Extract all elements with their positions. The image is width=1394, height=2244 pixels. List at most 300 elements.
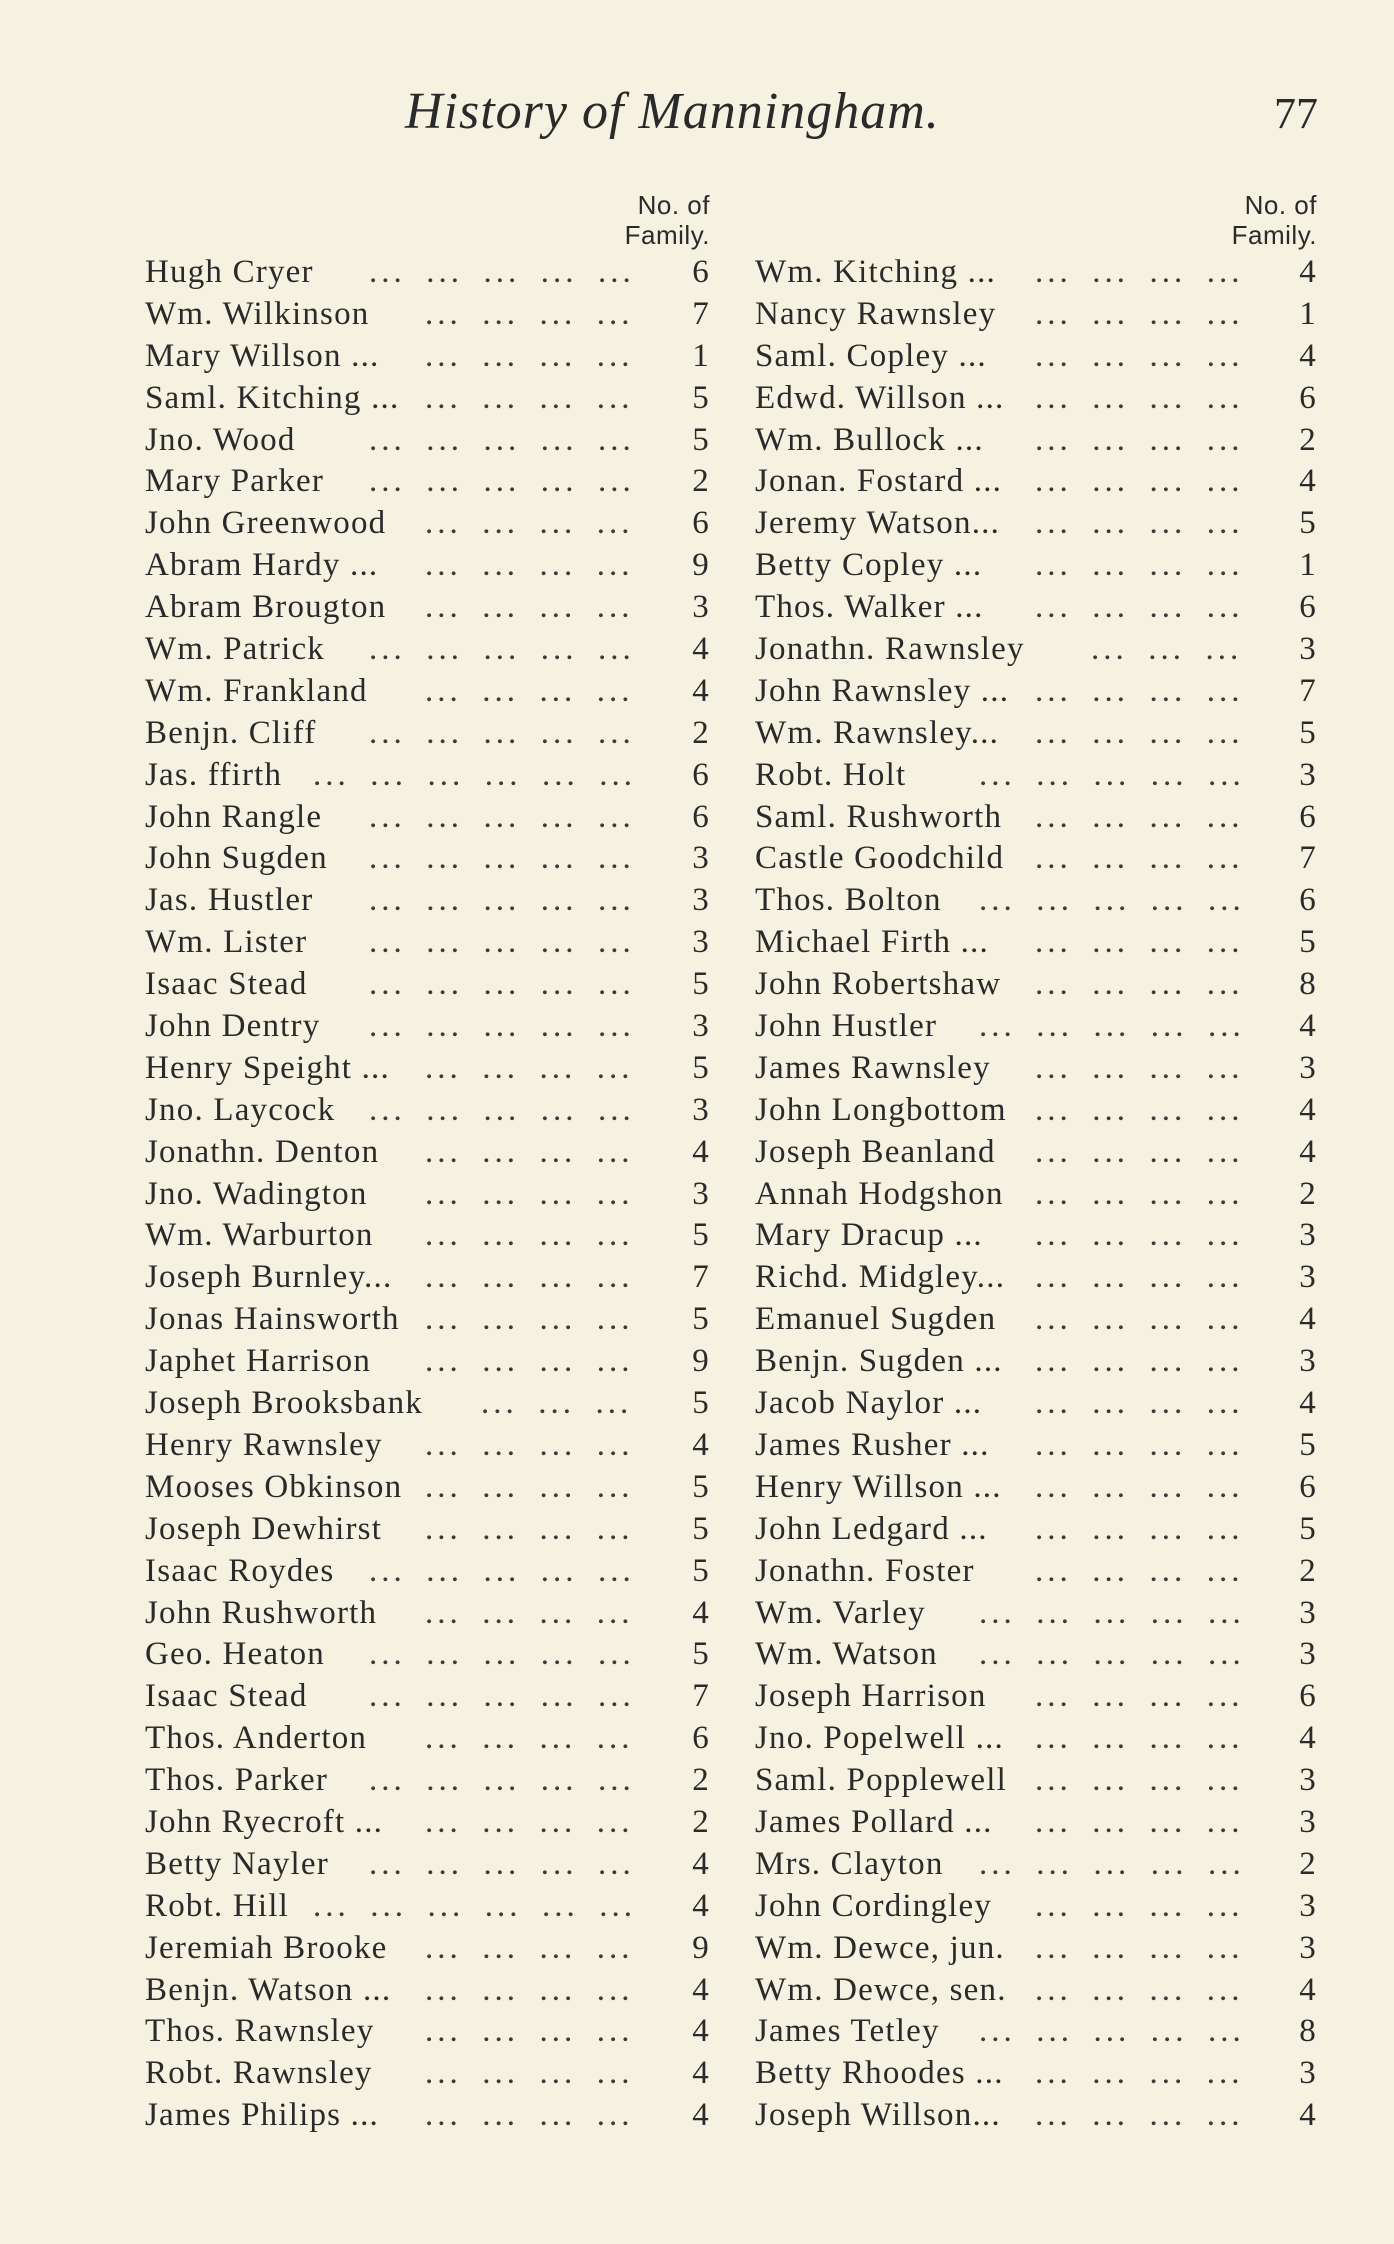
list-item: [145, 1467, 710, 1509]
leader-dots: ... ... ...: [481, 1385, 633, 1422]
list-item: [755, 1551, 1317, 1593]
entry-name: Robt. Hill: [145, 1887, 290, 1924]
entry-name: John Cordingley: [755, 1887, 993, 1924]
family-count: 4: [1299, 1720, 1317, 1757]
entry-name: John Rangle: [145, 798, 323, 835]
entry-name: John Ryecroft ...: [145, 1803, 384, 1840]
leader-dots: ... ... ... ...: [425, 1468, 634, 1505]
leader-dots: ... ... ... ... ...: [979, 1845, 1245, 1882]
leader-dots: ... ... ... ...: [1035, 1385, 1244, 1422]
list-item: [145, 797, 710, 839]
entry-name: Wm. Dewce, jun.: [755, 1929, 1005, 1966]
entry-name: Joseph Harrison: [755, 1678, 987, 1715]
list-item: [755, 1132, 1317, 1174]
entry-name: Mrs. Clayton: [755, 1845, 944, 1882]
list-item: [145, 1844, 710, 1886]
list-item: [755, 2053, 1317, 2095]
leader-dots: ... ... ... ...: [425, 589, 634, 626]
list-item: [145, 2011, 710, 2053]
entry-name: John Rushworth: [145, 1594, 378, 1631]
list-item: [755, 545, 1317, 587]
leader-dots: ... ... ... ...: [1035, 337, 1244, 374]
leader-dots: ... ... ... ...: [1035, 1468, 1244, 1505]
list-item: [755, 1509, 1317, 1551]
list-item: [755, 1215, 1317, 1257]
leader-dots: ... ... ... ...: [425, 337, 634, 374]
family-count: 4: [1299, 463, 1317, 500]
family-count: 5: [692, 1636, 710, 1673]
family-count: 5: [692, 1385, 710, 1422]
list-item: [145, 922, 710, 964]
entry-name: Henry Willson ...: [755, 1468, 1002, 1505]
family-count: 2: [1299, 1845, 1317, 1882]
family-count: 2: [692, 1762, 710, 1799]
leader-dots: ... ... ... ...: [425, 1175, 634, 1212]
list-item: [145, 1425, 710, 1467]
leader-dots: ... ... ... ... ...: [369, 1678, 635, 1715]
family-count: 4: [1299, 254, 1317, 290]
leader-dots: ... ... ... ...: [1035, 1552, 1244, 1589]
leader-dots: ... ... ... ...: [1035, 589, 1244, 626]
family-count: 3: [1299, 1217, 1317, 1254]
leader-dots: ... ... ... ...: [1035, 505, 1244, 542]
list-item: [145, 378, 710, 420]
family-count: 4: [692, 1426, 710, 1463]
family-count: 2: [1299, 1175, 1317, 1212]
entry-name: Joseph Burnley...: [145, 1259, 393, 1296]
entry-name: John Longbottom: [755, 1091, 1007, 1128]
leader-dots: ... ... ... ...: [1035, 1343, 1244, 1380]
family-count: 4: [1299, 1133, 1317, 1170]
list-item: [755, 838, 1317, 880]
family-count: 3: [1299, 1887, 1317, 1924]
family-count: 5: [692, 1049, 710, 1086]
right-heading-line2: Family.: [1231, 220, 1317, 250]
family-count: 5: [1299, 1426, 1317, 1463]
list-item: [755, 1844, 1317, 1886]
leader-dots: ... ... ... ... ...: [369, 254, 635, 290]
leader-dots: ... ... ... ...: [425, 1510, 634, 1547]
leader-dots: ... ... ... ... ...: [369, 1762, 635, 1799]
entry-name: Castle Goodchild: [755, 840, 1005, 877]
entry-name: Jonathn. Foster: [755, 1552, 975, 1589]
list-item: [145, 1215, 710, 1257]
left-heading-line1: No. of: [637, 190, 710, 220]
family-count: 7: [692, 1678, 710, 1715]
leader-dots: ... ... ... ...: [1035, 2097, 1244, 2134]
list-item: [145, 294, 710, 336]
family-count: 7: [692, 1259, 710, 1296]
entry-name: James Philips ...: [145, 2097, 379, 2134]
list-item: [145, 1383, 710, 1425]
entry-name: Isaac Stead: [145, 966, 308, 1003]
list-item: [755, 964, 1317, 1006]
list-item: [145, 503, 710, 545]
family-count: 2: [1299, 421, 1317, 458]
entry-name: Henry Speight ...: [145, 1049, 390, 1086]
family-count: 5: [692, 1510, 710, 1547]
list-item: [755, 1676, 1317, 1718]
list-item: [145, 1299, 710, 1341]
leader-dots: ... ... ... ... ...: [369, 1552, 635, 1589]
entry-name: Wm. Varley: [755, 1594, 926, 1631]
family-count: 6: [1299, 379, 1317, 416]
entry-name: Mary Dracup ...: [755, 1217, 983, 1254]
family-count: 7: [1299, 672, 1317, 709]
family-count: 4: [692, 1845, 710, 1882]
family-count: 4: [692, 1971, 710, 2008]
leader-dots: ... ... ... ...: [425, 1217, 634, 1254]
leader-dots: ... ... ... ...: [1035, 2055, 1244, 2092]
leader-dots: ... ... ... ...: [1035, 672, 1244, 709]
leader-dots: ... ... ... ... ...: [369, 840, 635, 877]
list-item: [755, 2011, 1317, 2053]
entry-name: James Rawnsley: [755, 1049, 991, 1086]
left-heading-line2: Family.: [624, 220, 710, 250]
leader-dots: ... ... ... ...: [425, 2055, 634, 2092]
leader-dots: ... ... ... ...: [425, 2097, 634, 2134]
family-count: 6: [692, 254, 710, 290]
leader-dots: ... ... ... ...: [425, 1301, 634, 1338]
list-item: [145, 838, 710, 880]
list-item: [755, 671, 1317, 713]
leader-dots: ... ... ... ...: [1035, 1971, 1244, 2008]
entry-name: Wm. Watson: [755, 1636, 938, 1673]
leader-dots: ... ... ... ... ...: [369, 966, 635, 1003]
entry-name: Saml. Rushworth: [755, 798, 1003, 835]
right-column-heading: [755, 190, 1317, 252]
page-number: 77: [1274, 89, 1318, 138]
entry-name: Wm. Warburton: [145, 1217, 374, 1254]
leader-dots: ... ... ... ... ...: [369, 714, 635, 751]
leader-dots: ... ... ... ...: [1035, 840, 1244, 877]
family-count: 3: [692, 1175, 710, 1212]
family-count: 3: [1299, 631, 1317, 668]
family-count: 4: [1299, 1091, 1317, 1128]
leader-dots: ... ... ... ... ...: [369, 421, 635, 458]
list-item: [755, 420, 1317, 462]
family-count: 6: [692, 798, 710, 835]
leader-dots: ... ... ... ... ... ...: [313, 1887, 636, 1924]
list-item: [755, 755, 1317, 797]
leader-dots: ... ... ... ...: [1035, 379, 1244, 416]
list-item: [755, 587, 1317, 629]
entry-name: Mary Willson ...: [145, 337, 380, 374]
leader-dots: ... ... ... ...: [425, 1720, 634, 1757]
leader-dots: ... ... ... ...: [425, 1594, 634, 1631]
entry-name: Betty Rhoodes ...: [755, 2055, 1004, 2092]
list-item: [755, 1634, 1317, 1676]
list-item: [145, 629, 710, 671]
entry-name: Abram Brougton: [145, 589, 387, 626]
entry-name: John Hustler: [755, 1008, 938, 1045]
family-count: 4: [1299, 1385, 1317, 1422]
family-count: 4: [1299, 1008, 1317, 1045]
family-count: 5: [692, 421, 710, 458]
list-item: [145, 1928, 710, 1970]
entry-name: John Dentry: [145, 1008, 321, 1045]
list-item: [755, 1467, 1317, 1509]
list-item: [145, 461, 710, 503]
list-item: [145, 2053, 710, 2095]
family-count: 5: [692, 1301, 710, 1338]
leader-dots: ... ... ... ...: [425, 672, 634, 709]
leader-dots: ... ... ... ... ...: [369, 882, 635, 919]
leader-dots: ... ... ... ...: [1035, 1217, 1244, 1254]
family-count: 3: [1299, 1049, 1317, 1086]
family-count: 4: [692, 1887, 710, 1924]
leader-dots: ... ... ... ...: [1035, 1720, 1244, 1757]
family-count: 3: [1299, 2055, 1317, 2092]
right-heading-line1: No. of: [1244, 190, 1317, 220]
family-count: 3: [1299, 1636, 1317, 1673]
list-item: [145, 1174, 710, 1216]
leader-dots: ... ... ... ...: [1035, 547, 1244, 584]
list-item: [145, 1006, 710, 1048]
list-item: [755, 1090, 1317, 1132]
list-item: [755, 1928, 1317, 1970]
entry-name: Wm. Wilkinson: [145, 295, 370, 332]
entry-name: John Rawnsley ...: [755, 672, 1010, 709]
right-entry-list: [755, 252, 1317, 2137]
leader-dots: ... ... ... ... ...: [979, 1008, 1245, 1045]
leader-dots: ... ... ... ... ...: [369, 798, 635, 835]
family-count: 3: [692, 882, 710, 919]
entry-name: Betty Copley ...: [755, 547, 983, 584]
entry-name: Wm. Patrick: [145, 631, 325, 668]
entry-name: James Tetley: [755, 2013, 940, 2050]
entry-name: Wm. Lister: [145, 924, 308, 961]
entry-name: Isaac Roydes: [145, 1552, 335, 1589]
family-count: 9: [692, 1343, 710, 1380]
leader-dots: ... ... ... ...: [425, 1259, 634, 1296]
entry-name: Thos. Rawnsley: [145, 2013, 375, 2050]
leader-dots: ... ... ... ...: [1035, 1259, 1244, 1296]
entry-name: Wm. Dewce, sen.: [755, 1971, 1007, 2008]
family-count: 4: [692, 1133, 710, 1170]
list-item: [145, 1802, 710, 1844]
leader-dots: ... ... ... ...: [1035, 295, 1244, 332]
entry-name: Wm. Bullock ...: [755, 421, 984, 458]
entry-name: Benjn. Sugden ...: [755, 1343, 1003, 1380]
list-item: [145, 1509, 710, 1551]
entry-name: Edwd. Willson ...: [755, 379, 1005, 416]
list-item: [145, 336, 710, 378]
list-item: [145, 964, 710, 1006]
family-count: 6: [692, 1720, 710, 1757]
leader-dots: ... ... ... ...: [1035, 254, 1244, 290]
entry-name: Jonathn. Denton: [145, 1133, 380, 1170]
leader-dots: ... ... ... ...: [1035, 1887, 1244, 1924]
list-item: [145, 2095, 710, 2137]
family-count: 8: [1299, 966, 1317, 1003]
entry-name: Jas. Hustler: [145, 882, 314, 919]
leader-dots: ... ... ... ...: [425, 379, 634, 416]
family-count: 5: [1299, 1510, 1317, 1547]
leader-dots: ... ... ... ...: [1035, 1929, 1244, 1966]
family-count: 9: [692, 1929, 710, 1966]
list-item: [755, 1341, 1317, 1383]
entry-name: Jeremiah Brooke: [145, 1929, 388, 1966]
list-item: [755, 1593, 1317, 1635]
family-count: 3: [1299, 1594, 1317, 1631]
leader-dots: ... ... ... ... ...: [369, 1636, 635, 1673]
entry-name: Benjn. Watson ...: [145, 1971, 392, 2008]
family-count: 3: [692, 1008, 710, 1045]
list-item: [145, 1593, 710, 1635]
family-count: 3: [692, 1091, 710, 1128]
list-item: [145, 1970, 710, 2012]
family-count: 5: [692, 379, 710, 416]
leader-dots: ... ... ... ...: [1035, 1175, 1244, 1212]
list-item: [145, 1718, 710, 1760]
list-item: [755, 1425, 1317, 1467]
entry-name: Jno. Wadington: [145, 1175, 368, 1212]
entry-name: Jacob Naylor ...: [755, 1385, 983, 1422]
entry-name: Wm. Frankland: [145, 672, 368, 709]
leader-dots: ... ... ... ...: [1035, 1133, 1244, 1170]
entry-name: Richd. Midgley...: [755, 1259, 1006, 1296]
entry-name: Thos. Bolton: [755, 882, 942, 919]
entry-name: Betty Nayler: [145, 1845, 329, 1882]
family-count: 2: [692, 714, 710, 751]
entry-name: Joseph Brooksbank: [145, 1385, 423, 1422]
list-item: [755, 1048, 1317, 1090]
family-count: 6: [1299, 1678, 1317, 1715]
family-count: 5: [1299, 714, 1317, 751]
left-column: [145, 190, 710, 2137]
list-item: [755, 1174, 1317, 1216]
list-item: [755, 922, 1317, 964]
list-item: [755, 503, 1317, 545]
leader-dots: ... ... ... ...: [1035, 1091, 1244, 1128]
entry-name: James Rusher ...: [755, 1426, 990, 1463]
entry-name: Robt. Holt: [755, 756, 907, 793]
list-item: [145, 1090, 710, 1132]
leader-dots: ... ... ... ... ...: [369, 463, 635, 500]
list-item: [145, 755, 710, 797]
leader-dots: ... ... ... ... ...: [979, 1636, 1245, 1673]
list-item: [755, 1383, 1317, 1425]
entry-name: Jonathn. Rawnsley: [755, 631, 1025, 668]
entry-name: Saml. Popplewell: [755, 1762, 1008, 1799]
leader-dots: ... ... ... ...: [425, 2013, 634, 2050]
entry-name: Thos. Anderton: [145, 1720, 368, 1757]
family-count: 3: [692, 589, 710, 626]
list-item: [145, 587, 710, 629]
list-item: [755, 1970, 1317, 2012]
leader-dots: ... ... ... ...: [1035, 1049, 1244, 1086]
family-count: 2: [692, 463, 710, 500]
family-count: 1: [692, 337, 710, 374]
entry-name: Abram Hardy ...: [145, 547, 379, 584]
list-item: [145, 1132, 710, 1174]
family-count: 4: [692, 1594, 710, 1631]
leader-dots: ... ... ... ...: [425, 1929, 634, 1966]
leader-dots: ... ... ... ...: [425, 295, 634, 332]
family-count: 7: [692, 295, 710, 332]
running-title: History of Manningham.: [405, 83, 940, 140]
leader-dots: ... ... ... ...: [1035, 421, 1244, 458]
family-count: 6: [692, 505, 710, 542]
entry-name: James Pollard ...: [755, 1803, 993, 1840]
list-item: [145, 545, 710, 587]
family-count: 4: [1299, 2097, 1317, 2134]
entry-name: Jonan. Fostard ...: [755, 463, 1003, 500]
family-count: 5: [692, 1468, 710, 1505]
family-count: 2: [1299, 1552, 1317, 1589]
list-item: [755, 2095, 1317, 2137]
family-count: 6: [1299, 589, 1317, 626]
leader-dots: ... ... ... ...: [425, 1971, 634, 2008]
list-item: [755, 1886, 1317, 1928]
entry-name: Emanuel Sugden: [755, 1301, 997, 1338]
left-entry-list: [145, 252, 710, 2137]
leader-dots: ... ... ... ...: [1035, 924, 1244, 961]
entry-name: Saml. Copley ...: [755, 337, 987, 374]
leader-dots: ... ... ... ...: [1035, 1803, 1244, 1840]
leader-dots: ... ... ... ... ...: [369, 1091, 635, 1128]
page-header: [0, 82, 1394, 152]
leader-dots: ... ... ... ... ...: [979, 882, 1245, 919]
family-count: 3: [1299, 1762, 1317, 1799]
family-count: 6: [1299, 882, 1317, 919]
entry-name: Jonas Hainsworth: [145, 1301, 400, 1338]
list-item: [145, 713, 710, 755]
family-count: 4: [692, 631, 710, 668]
leader-dots: ... ... ...: [1091, 631, 1243, 668]
family-count: 3: [1299, 1259, 1317, 1296]
entry-name: Mary Parker: [145, 463, 325, 500]
leader-dots: ... ... ... ...: [1035, 1301, 1244, 1338]
list-item: [145, 1760, 710, 1802]
leader-dots: ... ... ... ... ...: [979, 2013, 1245, 2050]
family-count: 6: [692, 756, 710, 793]
leader-dots: ... ... ... ... ...: [979, 756, 1245, 793]
family-count: 6: [1299, 1468, 1317, 1505]
entry-name: Jno. Laycock: [145, 1091, 336, 1128]
leader-dots: ... ... ... ...: [425, 1049, 634, 1086]
family-count: 3: [1299, 1929, 1317, 1966]
leader-dots: ... ... ... ...: [1035, 1426, 1244, 1463]
family-count: 4: [692, 2013, 710, 2050]
family-count: 3: [1299, 1803, 1317, 1840]
family-count: 4: [1299, 337, 1317, 374]
family-count: 4: [692, 672, 710, 709]
family-count: 5: [692, 1552, 710, 1589]
leader-dots: ... ... ... ...: [1035, 798, 1244, 835]
list-item: [755, 797, 1317, 839]
leader-dots: ... ... ... ... ...: [369, 1008, 635, 1045]
list-item: [755, 1299, 1317, 1341]
entry-name: Joseph Willson...: [755, 2097, 1001, 2134]
family-count: 3: [1299, 1343, 1317, 1380]
list-item: [145, 1551, 710, 1593]
leader-dots: ... ... ... ...: [425, 547, 634, 584]
leader-dots: ... ... ... ...: [425, 1343, 634, 1380]
family-count: 5: [1299, 924, 1317, 961]
entry-name: Jeremy Watson...: [755, 505, 1001, 542]
leader-dots: ... ... ... ...: [425, 1426, 634, 1463]
list-item: [755, 1802, 1317, 1844]
list-item: [145, 671, 710, 713]
leader-dots: ... ... ... ...: [1035, 966, 1244, 1003]
entry-name: Wm. Kitching ...: [755, 254, 996, 290]
list-item: [755, 1006, 1317, 1048]
list-item: [755, 461, 1317, 503]
leader-dots: ... ... ... ... ... ...: [313, 756, 636, 793]
list-item: [755, 1257, 1317, 1299]
